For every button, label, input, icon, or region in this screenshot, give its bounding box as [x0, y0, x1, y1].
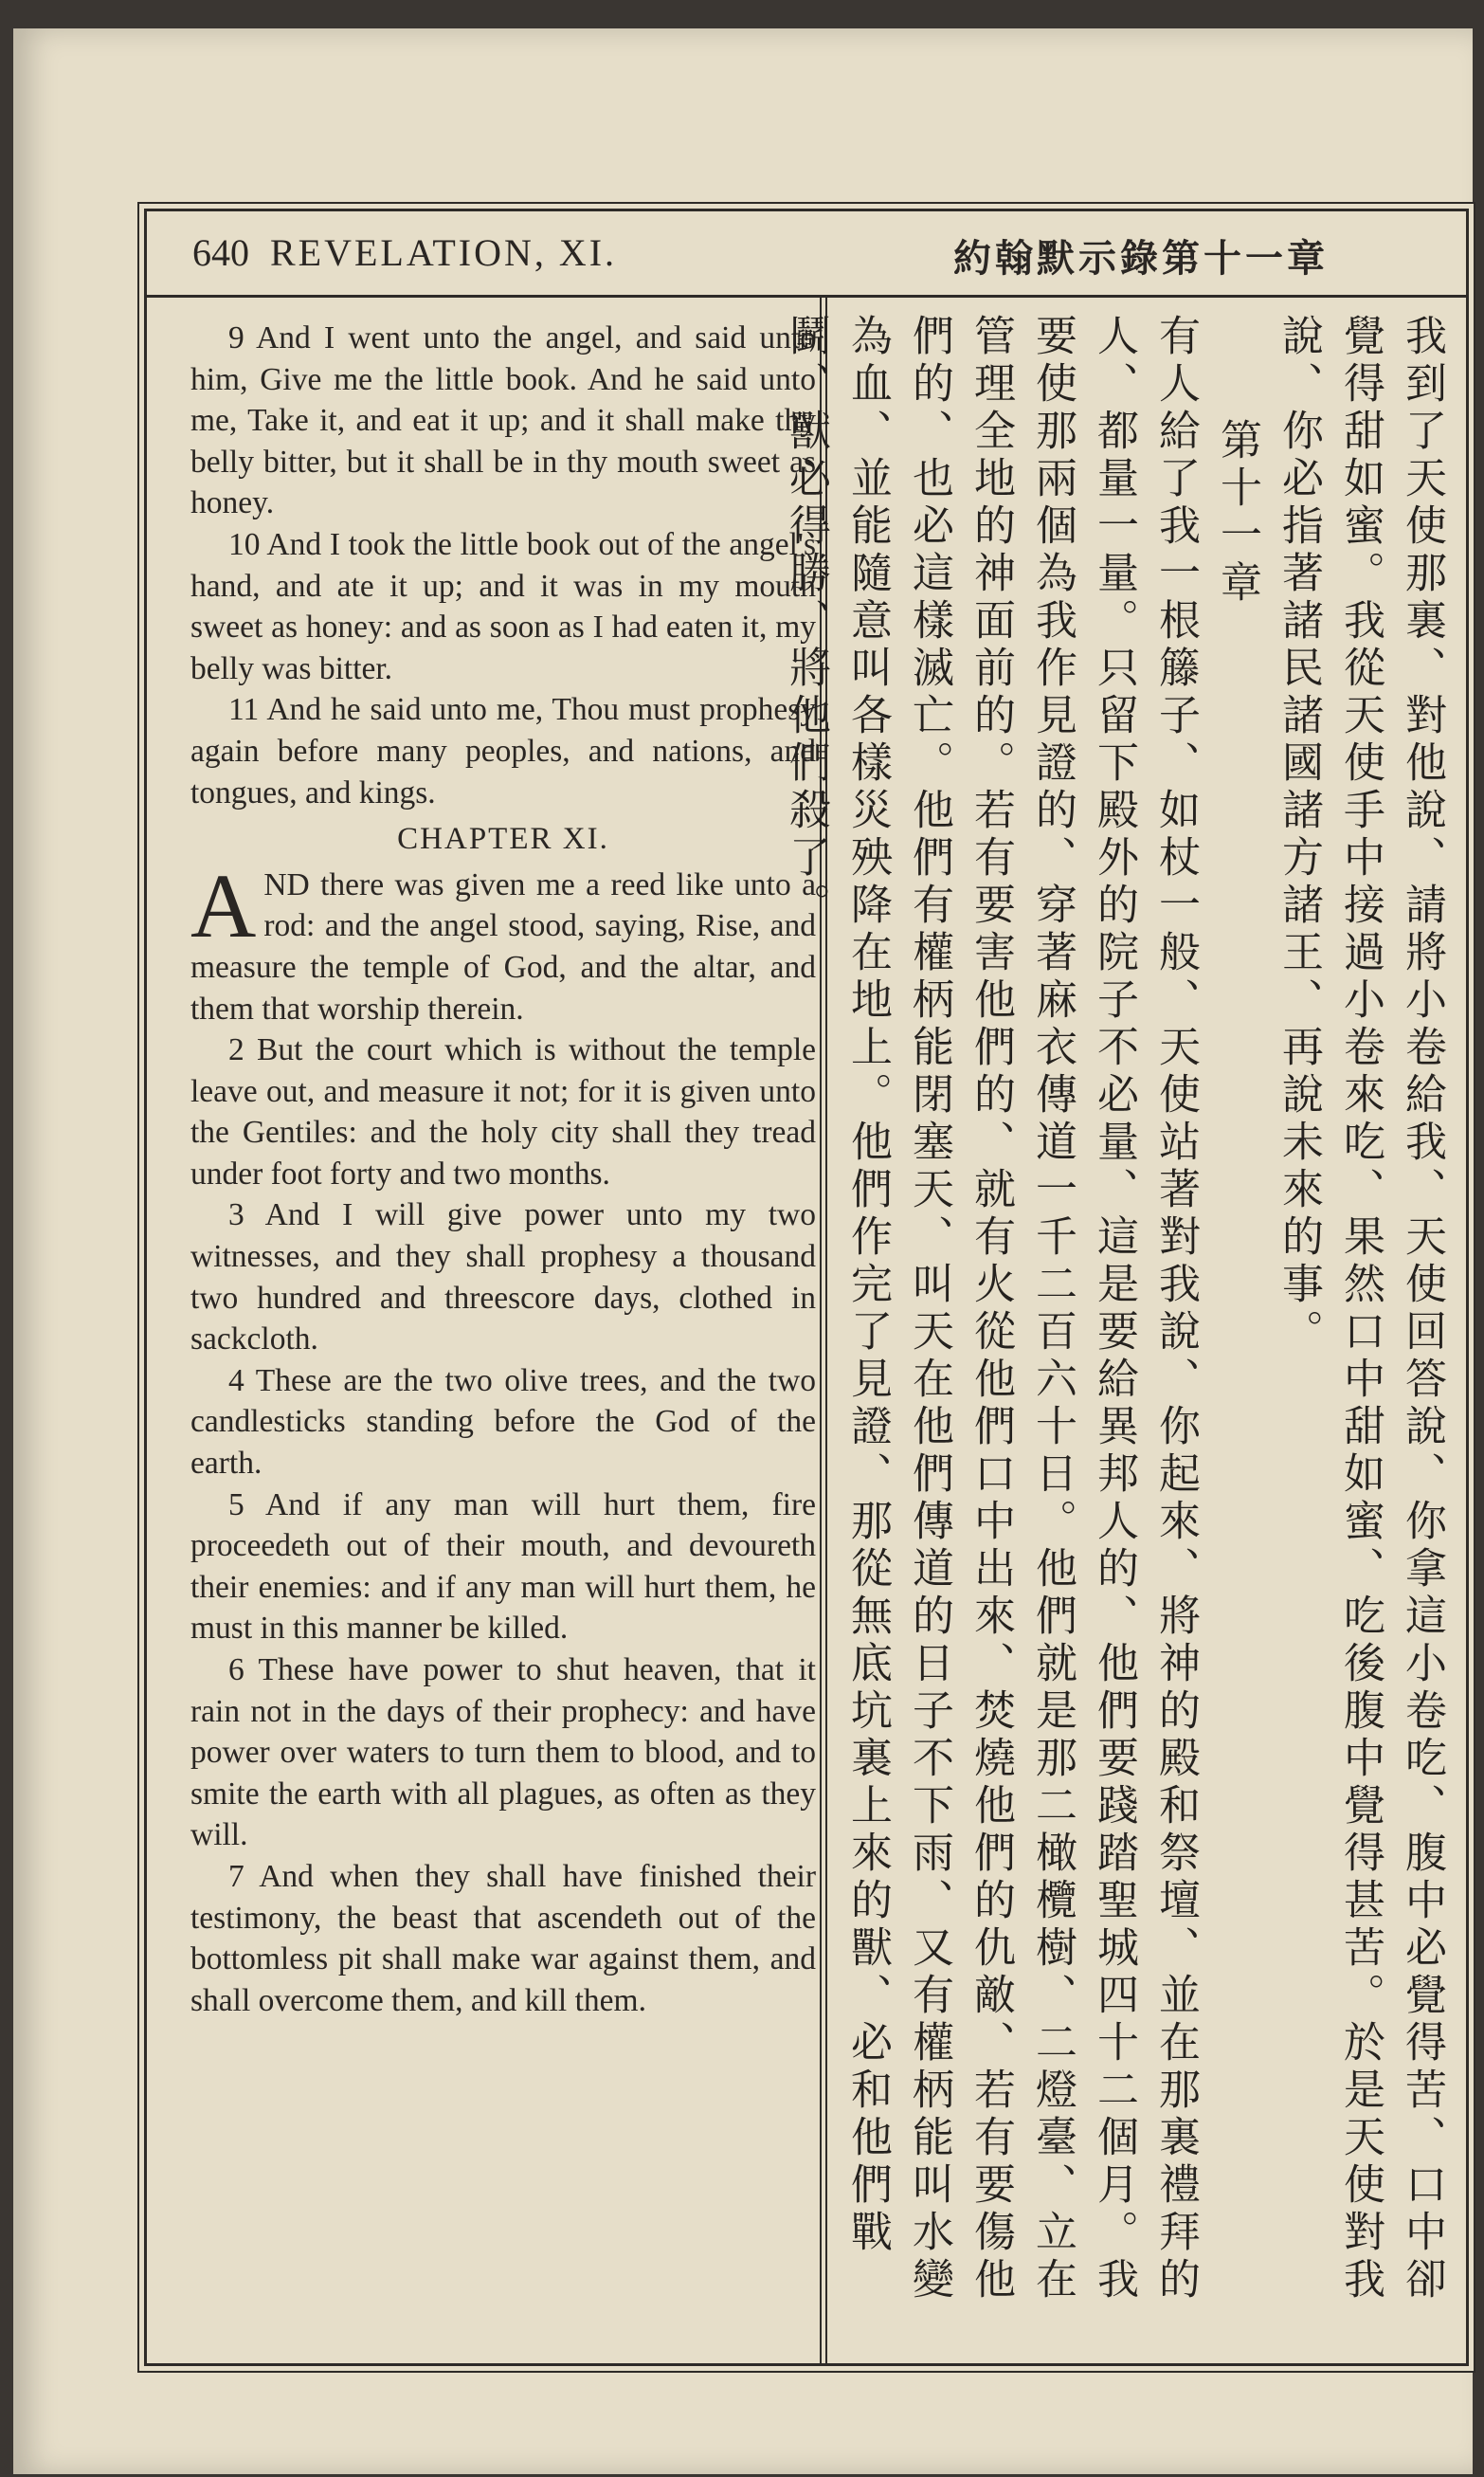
running-header [147, 211, 1466, 298]
verse-11-5: 5 And if any man will hurt them, fire proceedeth out of their mouth, and devoureth their enemies: and if any man will hurt them, he must in this manner be killed. [190, 1486, 816, 1647]
verse-10-10: 10 And I took the little book out of the angel's hand, and ate it up; and it was in my mouth sweet as honey: and as soon as I had eaten it, my belly was bitter. [190, 526, 816, 686]
verse-11-4: 4 These are the two olive trees, and the two candlesticks standing before the God of the earth. [190, 1362, 816, 1482]
header-title-english: REVELATION, XI. [270, 231, 618, 274]
drop-cap: A [190, 854, 257, 956]
book-page [13, 28, 1473, 2474]
chapter-heading: CHAPTER XI. [397, 822, 609, 857]
english-column [190, 318, 816, 2021]
chinese-chapter-heading: 第十一章 [1213, 418, 1261, 608]
verse-11-1-text: ND there was given me a reed like unto a rod: and the angel stood, saying, Rise, and measure the temple of God, and the altar, and them that worship therein. [190, 866, 816, 1027]
chinese-verses-11: 有人給了我一根籐子、如杖一般、天使站著對我說、你起來、將神的殿和祭壇、並在那裏禮拜的人、都量一量。只留下殿外的院子不必量、這是要給異邦人的、他們要踐踏聖城四十二個月。我要使那兩個為我作見證的、穿著麻衣傳道一千二百六十日。他們就是那二橄欖樹、二燈臺、立在管理全地的神面前的。若有要害他們的、就有火從他們口中出來、焚燒他們的仇敵、若有要傷他們的、也必這樣滅亡。他們有權柄能閉塞天、叫天在他們傳道的日子不下雨、又有權柄能叫水變為血、並能隨意叫各樣災殃降在地上。他們作完了見證、那從無底坑裏上來的獸、必和他們戰鬬、獸必得勝、將他們殺了。 [782, 314, 1200, 2304]
header-title-chinese: 約翰默示錄第十一章 [953, 237, 1329, 281]
verse-11-6: 6 These have power to shut heaven, that it rain not in the days of their prophecy: and have power over waters to turn them to blood, and to smite the earth with all plagues, as often as they will. [190, 1652, 816, 1853]
chinese-verses-10: 我到了天使那裏、對他說、請將小卷給我、天使回答說、你拿這小卷吃、腹中必覺得苦、口中卻覺得甜如蜜。我從天使手中接過小卷來吃、果然口中甜如蜜、吃後腹中覺得甚苦。於是天使對我說、你必指著諸民諸國諸方諸王、再說未來的事。 [1275, 314, 1446, 2304]
verse-11-3: 3 And I will give power unto my two witnesses, and they shall prophesy a thousand two hundred and threescore days, clothed in sackcloth. [190, 1197, 816, 1357]
chinese-column [782, 314, 1453, 2342]
page-number: 640 [192, 231, 249, 274]
verse-10-9: 9 And I went unto the angel, and said unto him, Give me the little book. And he said unto me, Take it, and eat it up; and it shall make thy belly bitter, but it shall be in thy mouth sweet as honey. [190, 320, 816, 521]
verse-11-7: 7 And when they shall have finished their testimony, the beast that ascendeth out of the bottomless pit shall make war against them, and shall overcome them, and kill them. [190, 1858, 816, 2018]
text-frame [144, 209, 1469, 2366]
verse-11-2: 2 But the court which is without the temple leave out, and measure it not; for it is given unto the Gentiles: and the holy city shall they tread under foot forty and two months. [190, 1032, 816, 1192]
verse-10-11: 11 And he said unto me, Thou must prophesy again before many peoples, and nations, and tongues, and kings. [190, 692, 816, 810]
verse-11-1 [190, 854, 816, 1029]
